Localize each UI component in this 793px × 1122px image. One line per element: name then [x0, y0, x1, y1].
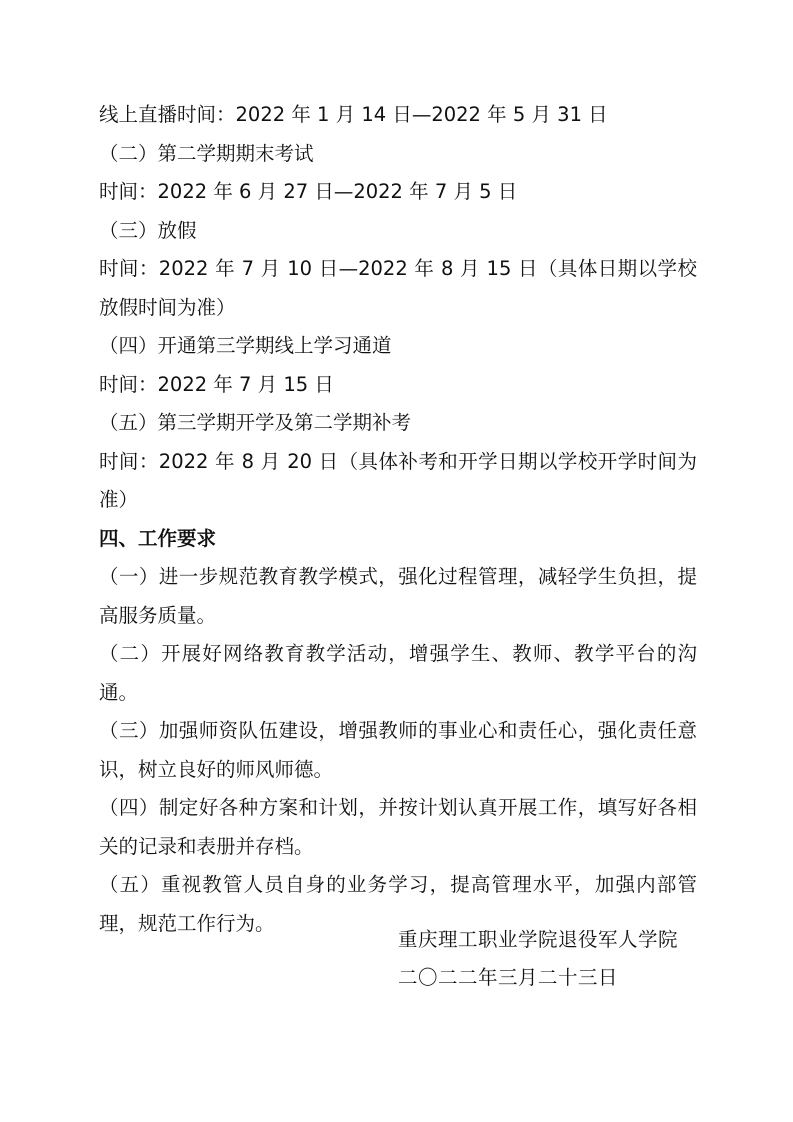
subheading-third-term-online: （四）开通第三学期线上学习通道	[99, 334, 392, 357]
live-broadcast-time: 线上直播时间：2022 年 1 月 14 日—2022 年 5 月 31 日	[99, 103, 608, 126]
term-start-makeup-time: 时间：2022 年 8 月 20 日（具体补考和开学日期以学校开学时间为准）	[99, 449, 697, 511]
signature-block	[398, 921, 718, 997]
section-heading-work-requirements: 四、工作要求	[99, 526, 217, 550]
requirement-item: （一）进一步规范教育教学模式，强化过程管理，减轻学生负担，提高服务质量。	[99, 565, 697, 627]
requirement-item: （五）重视教管人员自身的业务学习，提高管理水平，加强内部管理，规范工作行为。	[99, 873, 697, 935]
subheading-final-exam: （二）第二学期期末考试	[99, 141, 314, 165]
requirement-item: （三）加强师资队伍建设，增强教师的事业心和责任心，强化责任意识，树立良好的师风师德。	[99, 719, 697, 781]
document-body	[99, 96, 697, 943]
signature-organization: 重庆理工职业学院退役军人学院	[398, 928, 679, 951]
vacation-time: 时间：2022 年 7 月 10 日—2022 年 8 月 15 日（具体日期以学校放假时间为准）	[99, 257, 697, 319]
final-exam-time: 时间：2022 年 6 月 27 日—2022 年 7 月 5 日	[99, 180, 518, 203]
subheading-vacation: （三）放假	[99, 218, 197, 242]
subheading-term-start-makeup: （五）第三学期开学及第二学期补考	[99, 411, 412, 434]
signature-date: 二〇二二年三月二十三日	[398, 966, 619, 989]
third-term-online-time: 时间：2022 年 7 月 15 日	[99, 372, 334, 396]
requirement-item: （四）制定好各种方案和计划，并按计划认真开展工作，填写好各相关的记录和表册并存档。	[99, 796, 697, 858]
requirement-item: （二）开展好网络教育教学活动，增强学生、教师、教学平台的沟通。	[99, 642, 697, 704]
